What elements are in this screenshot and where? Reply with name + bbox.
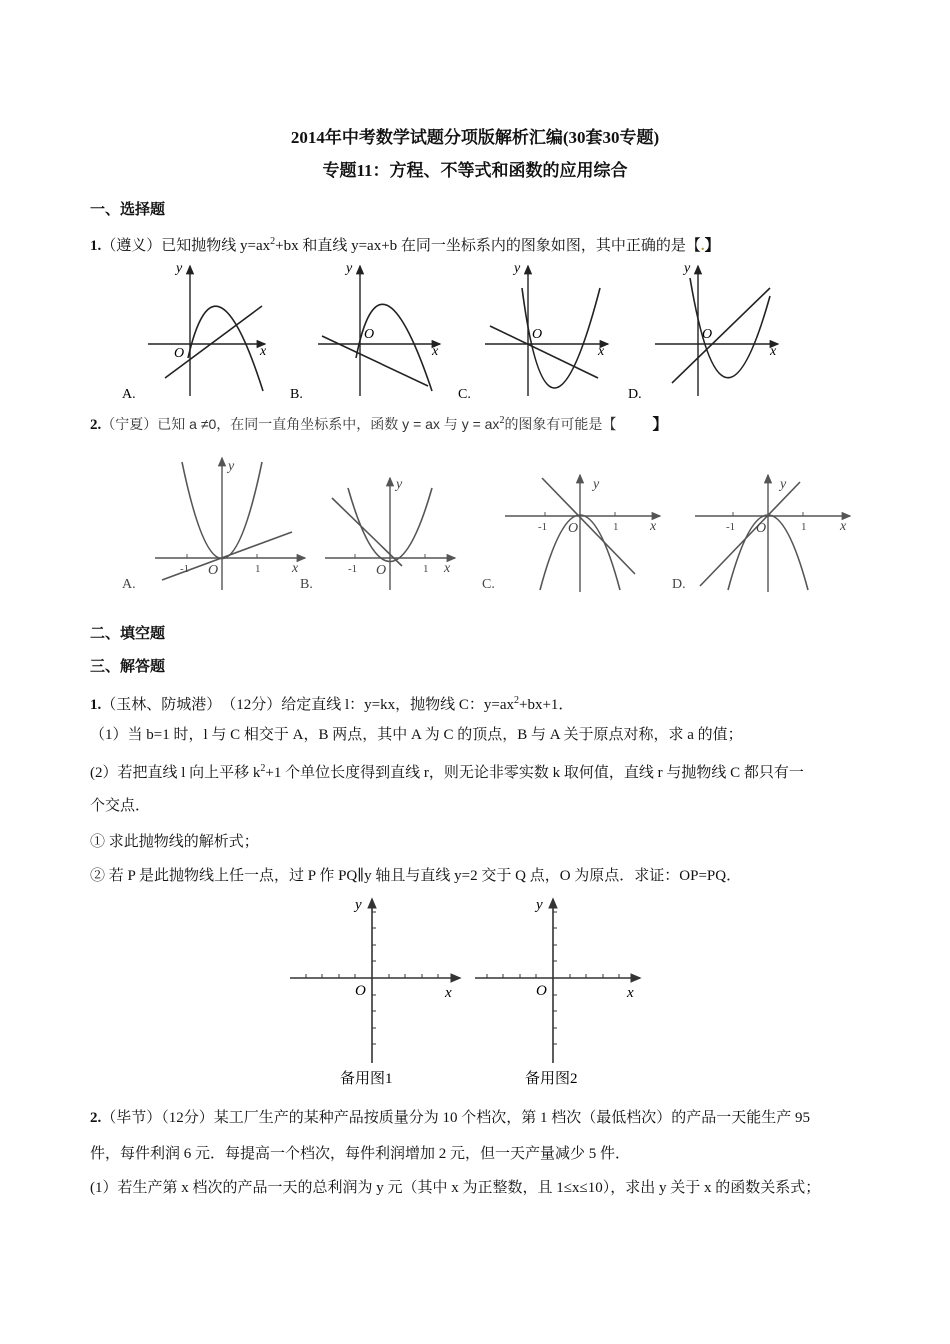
y-label: y: [396, 477, 403, 492]
problem-1-sub1: ① 求此抛物线的解析式；: [90, 834, 259, 850]
tick-neg1: -1: [348, 563, 358, 575]
tick-neg1: -1: [726, 521, 736, 533]
spare-figure-1-caption: 备用图1: [340, 1071, 393, 1087]
tick-pos1: 1: [255, 563, 261, 575]
option-label: C.: [458, 387, 471, 402]
question-text-cont: +bx 和直线 y=ax+b 在同一坐标系内的图象如图，其中正确的是【: [275, 238, 701, 254]
problem-2-line1: [90, 1108, 810, 1128]
x-label: x: [292, 561, 299, 576]
section-heading-fill: 二、填空题: [90, 626, 166, 642]
x-label: x: [432, 344, 439, 359]
q2-graph-c: [482, 475, 660, 592]
spare-figure-1: [290, 897, 460, 1087]
origin-label: O: [364, 327, 375, 342]
question-2: [90, 411, 667, 435]
origin-label: O: [376, 563, 387, 578]
tick-pos1: 1: [801, 521, 807, 533]
q2-graph-a: [122, 458, 305, 592]
origin-label: O: [532, 327, 543, 342]
problem-1-sub2: ② 若 P 是此抛物线上任一点，过 P 作 PQ∥y 轴且与直线 y=2 交于 Q 点，O 为原点．求证：OP=PQ．: [90, 868, 742, 884]
page-title: 2014年中考数学试题分项版解析汇编(30套30专题): [290, 128, 660, 147]
spare-figure-2-caption: 备用图2: [525, 1071, 578, 1087]
y-label: y: [684, 261, 691, 276]
y-label: y: [176, 261, 183, 276]
question-text: （遵义）已知抛物线 y=ax: [101, 238, 271, 254]
question-number: 1.: [90, 238, 102, 254]
tick-pos1: 1: [613, 521, 619, 533]
problem-1-part2-cont: 个交点．: [90, 798, 151, 814]
option-label: A.: [122, 577, 136, 592]
y-label: y: [228, 459, 235, 474]
superscript: 2: [499, 415, 505, 426]
tick-neg1: -1: [538, 521, 548, 533]
x-label: x: [627, 985, 634, 1001]
tick-neg1: -1: [180, 563, 190, 575]
x-label: x: [444, 561, 451, 576]
x-label: x: [770, 344, 777, 359]
superscript: 2: [514, 695, 520, 706]
tick-pos1: 1: [423, 563, 429, 575]
y-label: y: [514, 261, 521, 276]
q2-figures: [110, 450, 870, 600]
origin-label: O: [208, 563, 219, 578]
origin-label: O: [174, 346, 185, 361]
part2-text-cont: +1 个单位长度得到直线 r，则无论非零实数 k 取何值，直线 r 与抛物线 C 都只有一: [265, 765, 804, 781]
q2-graph-d: [672, 475, 850, 592]
y-label: y: [536, 897, 543, 913]
part2-text: (2）若把直线 l 向上平移 k: [90, 765, 261, 781]
question-number: 2.: [90, 417, 102, 433]
q1-graph-d: [628, 261, 778, 402]
q1-graph-b: [290, 261, 440, 402]
option-label: B.: [290, 387, 303, 402]
origin-label: O: [536, 983, 547, 999]
option-label: B.: [300, 577, 313, 592]
q1-graph-a: [122, 261, 267, 402]
x-label: x: [840, 519, 847, 534]
y-label: y: [593, 477, 600, 492]
answer-bracket-close: 】: [704, 238, 720, 254]
problem-2-line2: 件，每件利润 6 元．每提高一个档次，每件利润增加 2 元，但一天产量减少 5 件．: [90, 1146, 631, 1162]
y-label: y: [355, 897, 362, 913]
option-label: D.: [672, 577, 686, 592]
x-label: x: [260, 344, 267, 359]
origin-label: O: [702, 327, 713, 342]
question-text: （宁夏）已知 a ≠0，在同一直角坐标系中，函数 y = ax 与 y = ax: [101, 416, 500, 432]
problem-number: 2.: [90, 1110, 102, 1126]
y-label: y: [780, 477, 787, 492]
x-label: x: [598, 344, 605, 359]
spare-figures: [285, 893, 675, 1093]
origin-label: O: [568, 521, 579, 536]
problem-1-intro: [90, 691, 573, 715]
option-label: A.: [122, 387, 136, 402]
option-label: C.: [482, 577, 495, 592]
problem-1-part2: [90, 759, 804, 783]
section-heading-solve: 三、解答题: [90, 659, 166, 675]
problem-2-part1: (1）若生产第 x 档次的产品一天的总利润为 y 元（其中 x 为正整数，且 1≤x≤10），求出 y 关于 x 的函数关系式；: [90, 1180, 821, 1196]
answer-bracket-close: 】: [652, 417, 668, 433]
question-text-cont: 的图象有可能是【: [504, 416, 617, 432]
y-label: y: [346, 261, 353, 276]
problem-1-part1: （1）当 b=1 时，l 与 C 相交于 A，B 两点，其中 A 为 C 的顶点，B 与 A 关于原点对称，求 a 的值；: [90, 727, 743, 743]
superscript: 2: [270, 236, 276, 247]
x-label: x: [650, 519, 657, 534]
section-heading-choice: 一、选择题: [90, 202, 166, 218]
problem-text: （毕节）（12分）某工厂生产的某种产品按质量分为 10 个档次，第 1 档次（最低档次）的产品一天能生产 95: [101, 1110, 811, 1126]
origin-label: O: [355, 983, 366, 999]
problem-text: （玉林、防城港） （12分）给定直线 l：y=kx，抛物线 C：y=ax: [101, 697, 515, 713]
question-1: [90, 232, 720, 256]
spare-figure-2: [475, 897, 640, 1087]
answer-dot: .: [700, 238, 705, 254]
x-label: x: [445, 985, 452, 1001]
page-subtitle: 专题11：方程、不等式和函数的应用综合: [322, 161, 628, 180]
q1-figures: [110, 258, 870, 404]
q1-graph-c: [458, 261, 608, 402]
problem-number: 1.: [90, 697, 102, 713]
problem-text-cont: +bx+1．: [519, 697, 574, 713]
superscript: 2: [260, 763, 266, 774]
origin-label: O: [756, 521, 767, 536]
option-label: D.: [628, 387, 642, 402]
q2-graph-b: [300, 477, 455, 592]
